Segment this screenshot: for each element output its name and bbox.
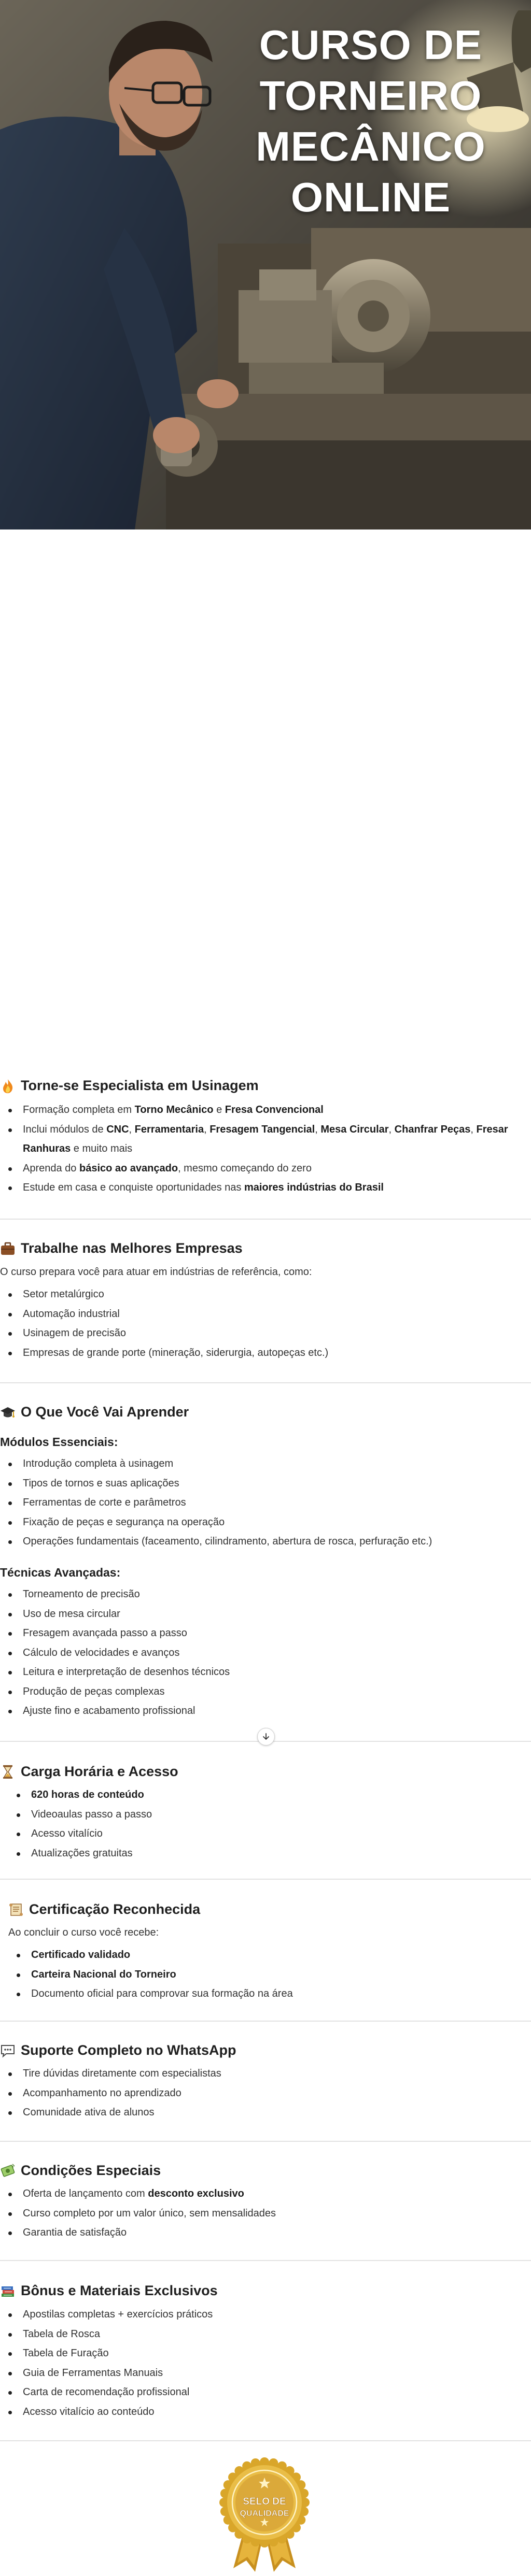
section-divider [0,1382,531,1383]
list-item: Certificado validado [8,1945,516,1965]
section-title-suporte [0,2042,236,2058]
section-title-text: Condições Especiais [21,2163,161,2178]
section-title-text: O Que Você Vai Aprender [21,1404,189,1420]
tecnicas-list [0,1585,519,1721]
section-title-bonus [0,2283,218,2299]
section-title-condicoes [0,2163,161,2179]
list-item: Automação industrial [0,1305,519,1324]
list-item: 620 horas de conteúdo [8,1785,516,1805]
arrow-down-icon [262,1733,270,1741]
tecnicas-subheading: Técnicas Avançadas: [0,1566,121,1579]
seal-badge-icon [218,2457,311,2573]
list-item: Setor metalúrgico [0,1285,519,1305]
modulos-subheading: Módulos Essenciais: [0,1435,118,1449]
list-item: Empresas de grande porte (mineração, siderurgia, autopeças etc.) [0,1343,519,1363]
chat-bubble-icon [0,2043,16,2058]
section-divider [0,2440,531,2441]
list-item: Apostilas completas + exercícios práticos [0,2305,519,2325]
list-item: Atualizações gratuitas [8,1844,516,1864]
empresas-intro: O curso prepara você para atuar em indústrias de referência, como: [0,1266,312,1278]
hourglass-icon [0,1764,16,1780]
section-divider [0,1219,531,1220]
graduation-cap-icon [0,1405,16,1420]
scroll-icon [8,1902,24,1917]
list-item: Inclui módulos de CNC, Ferramentaria, Fresagem Tangencial, Mesa Circular, Chanfrar Peças, Fresar Ranhuras e muito mais [0,1120,519,1159]
list-item: Operações fundamentais (faceamento, cilindramento, abertura de rosca, perfuração etc.) [0,1532,519,1552]
hero-title-line: TORNEIRO [259,73,482,119]
list-item: Estude em casa e conquiste oportunidades nas maiores indústrias do Brasil [0,1178,519,1198]
list-item: Oferta de lançamento com desconto exclusivo [0,2184,519,2204]
list-item: Ferramentas de corte e parâmetros [0,1493,519,1513]
section-title-text: Certificação Reconhecida [29,1901,201,1917]
hero-banner [0,0,531,529]
list-item: Fixação de peças e segurança na operação [0,1513,519,1533]
list-item: Leitura e interpretação de desenhos técnicos [0,1663,519,1682]
money-icon [0,2163,16,2179]
section-title-aprender [0,1404,189,1420]
section-divider [0,2260,531,2261]
section-divider [0,2021,531,2022]
section-divider [0,2141,531,2142]
section-title-text: Trabalhe nas Melhores Empresas [21,1240,243,1256]
list-item: Cálculo de velocidades e avanços [0,1643,519,1663]
section-divider [0,1879,531,1880]
section-title-text: Suporte Completo no WhatsApp [21,2042,236,2058]
list-item: Comunidade ativa de alunos [0,2103,519,2123]
list-item: Tire dúvidas diretamente com especialistas [0,2064,519,2084]
hero-title-line: CURSO DE [259,22,483,68]
seal-line2: QUALIDADE [240,2509,289,2518]
section-title-empresas [0,1240,243,1256]
list-item: Documento oficial para comprovar sua formação na área [8,1984,516,2004]
empresas-list [0,1285,519,1363]
list-item: Torneamento de precisão [0,1585,519,1605]
bonus-list [0,2305,519,2422]
section-title-text: Carga Horária e Acesso [21,1764,178,1779]
list-item: Tabela de Furação [0,2344,519,2364]
condicoes-list [0,2184,519,2243]
section-title-certificacao [8,1901,200,1917]
scroll-down-button[interactable] [257,1728,275,1745]
list-item: Tabela de Rosca [0,2325,519,2344]
certificacao-intro: Ao concluir o curso você recebe: [8,1927,159,1938]
list-item: Introdução completa à usinagem [0,1454,519,1474]
certificacao-list [8,1945,516,2004]
list-item: Acesso vitalício ao conteúdo [0,2402,519,2422]
list-item: Garantia de satisfação [0,2223,519,2243]
list-item: Tipos de tornos e suas aplicações [0,1474,519,1494]
suporte-list [0,2064,519,2123]
list-item: Carteira Nacional do Torneiro [8,1965,516,1985]
list-item: Uso de mesa circular [0,1605,519,1624]
list-item: Videoaulas passo a passo [8,1805,516,1825]
especialista-list [0,1100,519,1198]
list-item: Guia de Ferramentas Manuais [0,2364,519,2383]
list-item: Acompanhamento no aprendizado [0,2084,519,2103]
carga-list [8,1785,516,1863]
list-item: Curso completo por um valor único, sem mensalidades [0,2204,519,2224]
fire-icon [0,1078,16,1094]
list-item: Ajuste fino e acabamento profissional [0,1701,519,1721]
list-item: Carta de recomendação profissional [0,2383,519,2402]
briefcase-icon [0,1241,16,1256]
hero-title-line: MECÂNICO [256,123,486,169]
list-item: Produção de peças complexas [0,1682,519,1702]
books-icon [0,2283,16,2299]
section-title-text: Bônus e Materiais Exclusivos [21,2283,218,2298]
seal-line1: SELO DE [243,2496,286,2507]
list-item: Formação completa em Torno Mecânico e Fresa Convencional [0,1100,519,1120]
list-item: Fresagem avançada passo a passo [0,1624,519,1643]
section-title-text: Torne-se Especialista em Usinagem [21,1078,259,1093]
quality-seal [218,2457,311,2573]
section-title-carga [0,1764,178,1780]
modulos-list [0,1454,519,1552]
list-item: Aprenda do básico ao avançado, mesmo começando do zero [0,1159,519,1179]
hero-title-line: ONLINE [290,174,451,220]
list-item: Usinagem de precisão [0,1324,519,1343]
hero-title [228,20,513,223]
list-item: Acesso vitalício [8,1824,516,1844]
section-title-especialista [0,1078,259,1094]
